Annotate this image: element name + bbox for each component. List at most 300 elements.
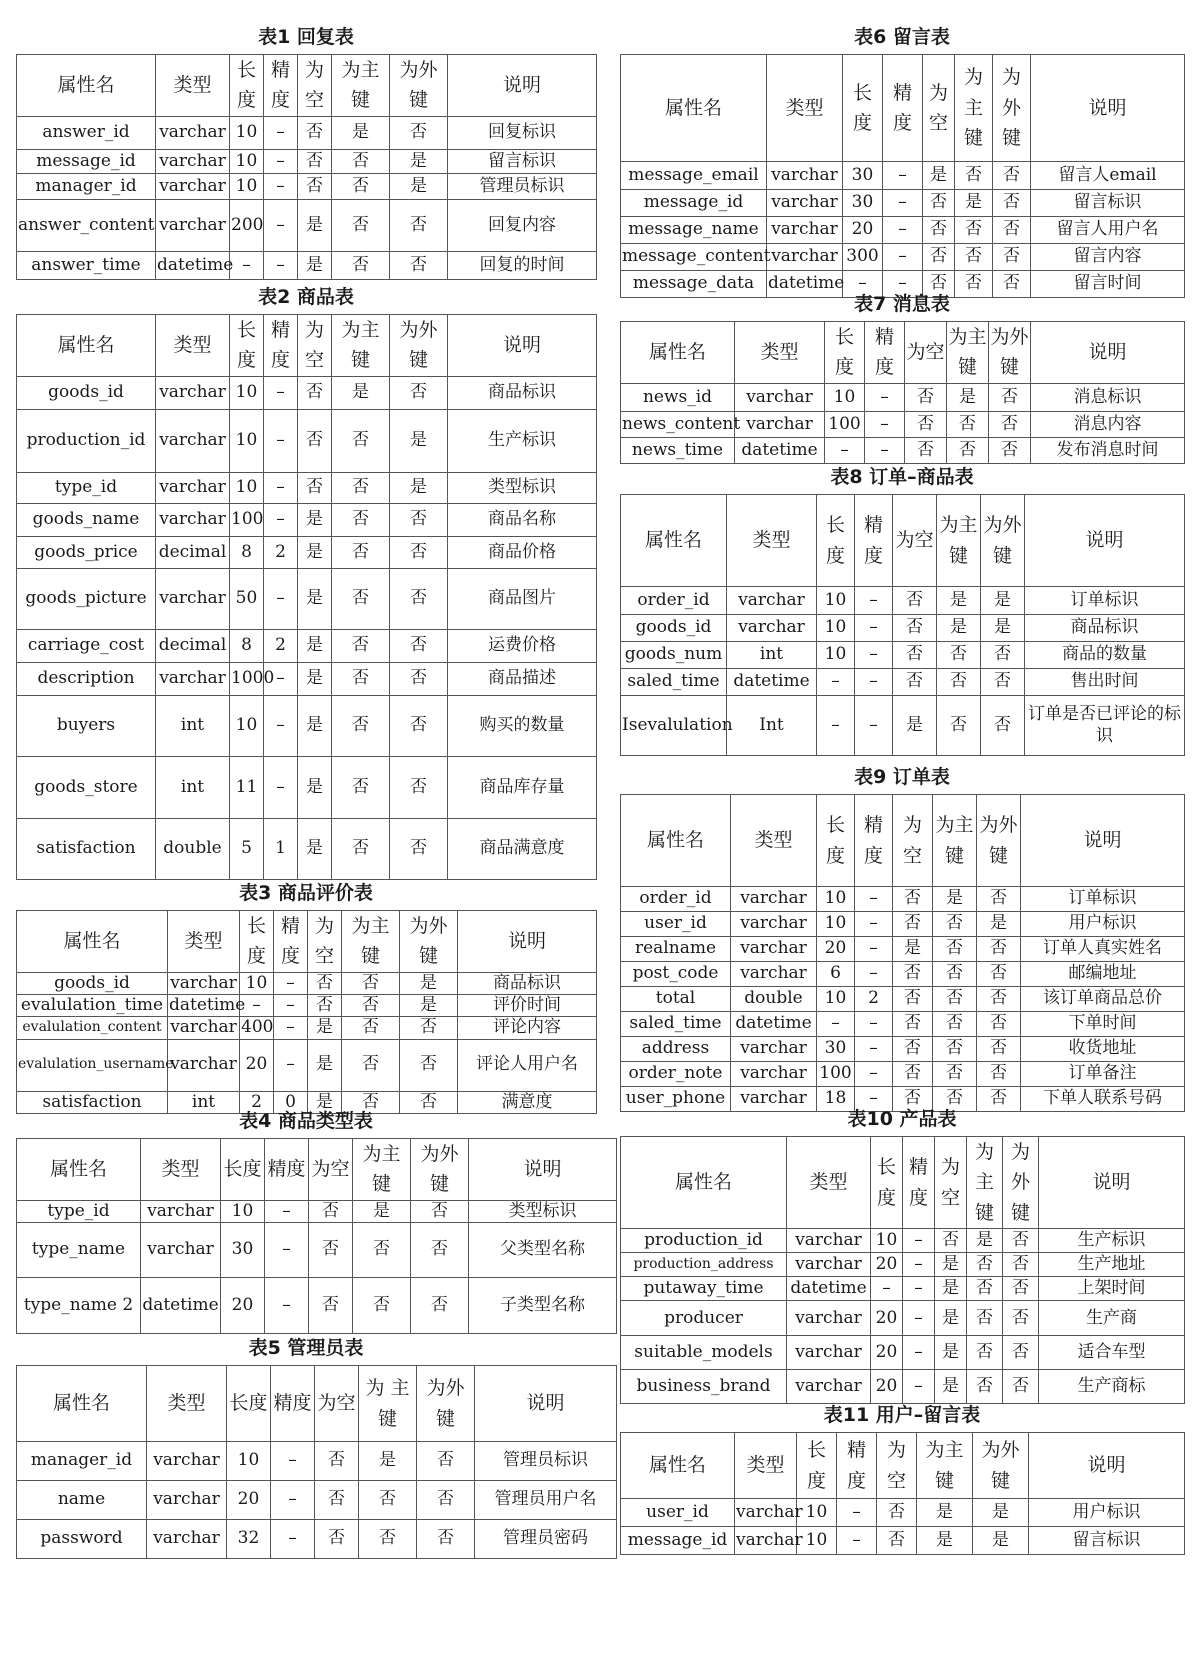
schema-table [620, 1432, 1185, 1555]
table-cell: – [855, 1037, 893, 1062]
column-header: 为外键 [973, 1433, 1029, 1499]
table-cell: 否 [417, 1520, 475, 1559]
table-cell: varchar [787, 1301, 871, 1336]
table-cell: decimal [156, 536, 230, 568]
column-header: 说明 [1031, 322, 1185, 384]
schema-table [16, 314, 597, 880]
column-header: 属性名 [621, 1137, 787, 1229]
table-cell: varchar [156, 409, 230, 472]
column-header: 说明 [1025, 495, 1185, 587]
table-cell: 20 [843, 217, 883, 244]
field-name-cell: evalulation_content [17, 1017, 168, 1039]
table-row [621, 642, 1185, 669]
table-cell: 10 [227, 1442, 271, 1481]
table-cell: 200 [230, 199, 264, 251]
table-cell: – [903, 1336, 935, 1370]
table-row [621, 696, 1185, 756]
field-name-cell: evalulation_username [17, 1039, 168, 1091]
column-header: 精度 [855, 495, 893, 587]
field-name-cell: saled_time [621, 669, 727, 696]
table-cell: 否 [893, 615, 937, 642]
field-name-cell: production_id [17, 409, 156, 472]
table-cell: 否 [981, 642, 1025, 669]
table-cell: 否 [981, 696, 1025, 756]
table-cell: 订单标识 [1021, 887, 1185, 912]
table-cell: 否 [390, 251, 448, 279]
table-cell: 否 [905, 411, 947, 437]
table-cell: 评论内容 [458, 1017, 597, 1039]
table-t3-block [16, 876, 596, 1114]
table-cell: 10 [240, 972, 274, 994]
column-header: 属性名 [621, 55, 767, 162]
table-cell: 否 [332, 662, 390, 695]
table-cell: 30 [843, 190, 883, 217]
table-cell: int [168, 1091, 240, 1113]
field-name-cell: type_name 2 [17, 1278, 141, 1334]
table-cell: 10 [221, 1200, 265, 1222]
table-cell: 否 [933, 1062, 977, 1087]
column-header: 类型 [141, 1139, 221, 1201]
table-cell: 否 [977, 1012, 1021, 1037]
field-name-cell: goods_name [17, 503, 156, 536]
table-cell: 否 [332, 756, 390, 818]
table-cell: 管理员标识 [475, 1442, 617, 1481]
table-row [17, 1017, 597, 1039]
table-cell: 否 [309, 1223, 353, 1278]
column-header: 说明 [448, 315, 597, 377]
table-cell: – [883, 271, 923, 298]
column-header: 精度 [855, 795, 893, 887]
table-cell: 10 [817, 642, 855, 669]
table-cell: – [855, 696, 893, 756]
table-cell: 20 [871, 1253, 903, 1277]
table-cell: 是 [937, 587, 981, 615]
table-cell: – [855, 962, 893, 987]
table-cell: 18 [817, 1087, 855, 1112]
schema-table [16, 54, 597, 280]
table-cell: 否 [977, 1062, 1021, 1087]
field-name-cell: saled_time [621, 1012, 731, 1037]
field-name-cell: total [621, 987, 731, 1012]
column-header: 类型 [168, 911, 240, 973]
table-cell: 是 [390, 472, 448, 503]
table-cell: 10 [797, 1527, 837, 1555]
table-cell: – [264, 173, 298, 199]
table-cell: 否 [298, 173, 332, 199]
table-t7-block [620, 287, 1184, 464]
table-cell: 0 [274, 1091, 308, 1113]
table-cell: 否 [332, 173, 390, 199]
header-row [621, 322, 1185, 384]
schema-table [16, 910, 597, 1114]
table-row [621, 162, 1185, 190]
column-header: 类型 [156, 315, 230, 377]
table-row [17, 1442, 617, 1481]
schema-table [620, 1136, 1185, 1404]
column-header: 类型 [727, 495, 817, 587]
table-cell: varchar [156, 662, 230, 695]
table-cell: varchar [727, 587, 817, 615]
table-cell: 否 [933, 962, 977, 987]
table-row [621, 411, 1185, 437]
field-name-cell: type_id [17, 1200, 141, 1222]
table-cell: 否 [308, 995, 342, 1017]
table-cell: 否 [893, 887, 933, 912]
table-cell: int [727, 642, 817, 669]
table-row [621, 190, 1185, 217]
table-cell: 否 [332, 199, 390, 251]
table-cell: 否 [353, 1278, 411, 1334]
table-cell: 100 [825, 411, 865, 437]
column-header: 为外键 [390, 55, 448, 117]
table-cell: 否 [1003, 1370, 1039, 1404]
table-cell: 生产商 [1039, 1301, 1185, 1336]
table-cell: 否 [353, 1223, 411, 1278]
table-row [621, 1062, 1185, 1087]
column-header: 长度 [843, 55, 883, 162]
table-cell: int [156, 756, 230, 818]
column-header: 属性名 [17, 315, 156, 377]
table-cell: 否 [390, 629, 448, 662]
table-cell: 是 [332, 116, 390, 149]
table-cell: 否 [977, 987, 1021, 1012]
column-header: 说明 [1039, 1137, 1185, 1229]
table-cell: 否 [937, 642, 981, 669]
table-cell: 是 [933, 887, 977, 912]
table-cell: 否 [400, 1039, 458, 1091]
column-header: 为主键 [332, 55, 390, 117]
table-cell: 否 [411, 1278, 469, 1334]
table-cell: 20 [871, 1370, 903, 1404]
table-cell: 否 [1003, 1229, 1039, 1253]
table-row [17, 503, 597, 536]
column-header: 精度 [903, 1137, 935, 1229]
column-header: 类型 [731, 795, 817, 887]
table-cell: 上架时间 [1039, 1277, 1185, 1301]
table-cell: – [865, 383, 905, 411]
header-row [17, 1139, 617, 1201]
column-header: 长度 [817, 495, 855, 587]
table-cell: – [264, 568, 298, 629]
column-header: 说明 [448, 55, 597, 117]
column-header: 类型 [735, 1433, 797, 1499]
table-cell: varchar [156, 149, 230, 173]
table-cell: 否 [967, 1301, 1003, 1336]
table-cell: 发布消息时间 [1031, 437, 1185, 463]
table-cell: 商品名称 [448, 503, 597, 536]
table-cell: 是 [973, 1527, 1029, 1555]
column-header: 为主键 [967, 1137, 1003, 1229]
table-cell: 邮编地址 [1021, 962, 1185, 987]
column-header: 精度 [264, 55, 298, 117]
field-name-cell: description [17, 662, 156, 695]
table-cell: 否 [947, 437, 989, 463]
table-cell: 商品标识 [458, 972, 597, 994]
table-cell: 否 [390, 376, 448, 409]
column-header: 为空 [877, 1433, 917, 1499]
table-cell: 否 [342, 1091, 400, 1113]
column-header: 说明 [1021, 795, 1185, 887]
column-header: 精度 [274, 911, 308, 973]
field-name-cell: type_name [17, 1223, 141, 1278]
table-cell: 商品标识 [448, 376, 597, 409]
field-name-cell: answer_time [17, 251, 156, 279]
table-cell: 否 [989, 411, 1031, 437]
field-name-cell: user_id [621, 1499, 735, 1527]
table-title: 表6 留言表 [854, 26, 950, 48]
table-cell: 留言人email [1031, 162, 1185, 190]
column-header: 为主键 [353, 1139, 411, 1201]
table-row [17, 199, 597, 251]
field-name-cell: message_email [621, 162, 767, 190]
table-cell: 否 [390, 199, 448, 251]
table-cell: 10 [817, 987, 855, 1012]
table-title: 表2 商品表 [258, 286, 354, 308]
table-cell: 消息标识 [1031, 383, 1185, 411]
table-cell: varchar [735, 1527, 797, 1555]
field-name-cell: order_id [621, 587, 727, 615]
table-row [621, 615, 1185, 642]
table-cell: 否 [332, 149, 390, 173]
table-cell: – [855, 1012, 893, 1037]
table-cell: 否 [309, 1200, 353, 1222]
table-cell: 8 [230, 629, 264, 662]
table-cell: 是 [298, 662, 332, 695]
table-cell: 商品库存量 [448, 756, 597, 818]
table-cell: 否 [390, 116, 448, 149]
table-cell: 是 [298, 199, 332, 251]
table-cell: 是 [967, 1229, 1003, 1253]
field-name-cell: production_id [621, 1229, 787, 1253]
table-title: 表9 订单表 [854, 766, 950, 788]
table-cell: 否 [993, 244, 1031, 271]
field-name-cell: name [17, 1481, 147, 1520]
table-cell: 是 [308, 1039, 342, 1091]
table-cell: 生产地址 [1039, 1253, 1185, 1277]
table-cell: – [903, 1301, 935, 1336]
table-cell: – [264, 472, 298, 503]
table-cell: 否 [993, 217, 1031, 244]
header-row [17, 911, 597, 973]
table-cell: 否 [955, 217, 993, 244]
table-cell: 否 [935, 1229, 967, 1253]
table-cell: 是 [390, 149, 448, 173]
table-row [621, 1527, 1185, 1555]
field-name-cell: password [17, 1520, 147, 1559]
table-cell: 是 [923, 162, 955, 190]
column-header: 精度 [883, 55, 923, 162]
table-cell: varchar [156, 472, 230, 503]
table-cell: 否 [893, 987, 933, 1012]
column-header: 为空 [315, 1366, 359, 1442]
table-cell: 否 [332, 409, 390, 472]
table-cell: 否 [933, 937, 977, 962]
schema-table [620, 794, 1185, 1112]
table-cell: – [817, 696, 855, 756]
column-header: 为空 [298, 315, 332, 377]
table-cell: 消息内容 [1031, 411, 1185, 437]
table-cell: 8 [230, 536, 264, 568]
table-cell: 否 [1003, 1253, 1039, 1277]
table-cell: – [265, 1278, 309, 1334]
table-row [621, 1229, 1185, 1253]
header-row [17, 55, 597, 117]
table-cell: varchar [767, 162, 843, 190]
table-cell: varchar [731, 1062, 817, 1087]
table-cell: 否 [417, 1481, 475, 1520]
field-name-cell: manager_id [17, 173, 156, 199]
table-title: 表10 产品表 [847, 1108, 957, 1130]
table-cell: datetime [735, 437, 825, 463]
table-cell: varchar [168, 972, 240, 994]
table-cell: – [855, 1087, 893, 1112]
column-header: 长度 [240, 911, 274, 973]
table-cell: 否 [937, 669, 981, 696]
table-cell: varchar [735, 383, 825, 411]
table-cell: 否 [308, 972, 342, 994]
table-cell: 是 [298, 629, 332, 662]
table-cell: 1 [264, 818, 298, 879]
table-cell: 否 [967, 1336, 1003, 1370]
schema-table [620, 54, 1185, 298]
table-row [621, 1301, 1185, 1336]
table-cell: varchar [147, 1481, 227, 1520]
table-cell: datetime [787, 1277, 871, 1301]
table-cell: 30 [843, 162, 883, 190]
table-cell: 否 [977, 887, 1021, 912]
field-name-cell: goods_id [17, 376, 156, 409]
table-cell: 生产标识 [1039, 1229, 1185, 1253]
table-cell: 否 [893, 587, 937, 615]
column-header: 说明 [1029, 1433, 1185, 1499]
table-cell: varchar [731, 912, 817, 937]
table-cell: 是 [935, 1336, 967, 1370]
column-header: 长度 [230, 315, 264, 377]
table-cell: – [855, 912, 893, 937]
table-cell: 订单备注 [1021, 1062, 1185, 1087]
table-cell: – [274, 1039, 308, 1091]
column-header: 为主键 [947, 322, 989, 384]
table-row [17, 173, 597, 199]
table-cell: 父类型名称 [469, 1223, 617, 1278]
column-header: 类型 [735, 322, 825, 384]
table-cell: 是 [400, 995, 458, 1017]
table-cell: 售出时间 [1025, 669, 1185, 696]
table-row [621, 669, 1185, 696]
table-cell: 下单时间 [1021, 1012, 1185, 1037]
table-cell: – [865, 437, 905, 463]
table-cell: 否 [993, 162, 1031, 190]
table-cell: varchar [156, 116, 230, 149]
table-cell: 否 [342, 1017, 400, 1039]
table-cell: 2 [240, 1091, 274, 1113]
table-cell: 留言内容 [1031, 244, 1185, 271]
table-cell: 否 [342, 995, 400, 1017]
table-cell: 留言标识 [448, 149, 597, 173]
table-cell: 否 [332, 251, 390, 279]
column-header: 为外键 [981, 495, 1025, 587]
table-cell: varchar [156, 376, 230, 409]
table-cell: 是 [893, 696, 937, 756]
column-header: 为空 [935, 1137, 967, 1229]
table-row [17, 756, 597, 818]
table-cell: 否 [947, 411, 989, 437]
table-cell: 2 [855, 987, 893, 1012]
field-name-cell: satisfaction [17, 1091, 168, 1113]
table-cell: varchar [767, 217, 843, 244]
table-cell: 50 [230, 568, 264, 629]
column-header: 为外键 [977, 795, 1021, 887]
table-row [17, 1278, 617, 1334]
table-t11-block [620, 1398, 1184, 1555]
table-cell: 100 [817, 1062, 855, 1087]
table-row [621, 1277, 1185, 1301]
table-cell: – [271, 1442, 315, 1481]
table-cell: 是 [400, 972, 458, 994]
table-cell: 否 [893, 1012, 933, 1037]
table-row [17, 1039, 597, 1091]
table-row [17, 149, 597, 173]
table-cell: 回复内容 [448, 199, 597, 251]
table-row [17, 568, 597, 629]
table-title: 表7 消息表 [854, 293, 950, 315]
table-cell: – [274, 972, 308, 994]
table-cell: 回复标识 [448, 116, 597, 149]
table-cell: varchar [731, 1037, 817, 1062]
table-t8-block [620, 460, 1184, 756]
field-name-cell: producer [621, 1301, 787, 1336]
table-cell: 否 [933, 1012, 977, 1037]
column-header: 为 主键 [359, 1366, 417, 1442]
table-t9-block [620, 760, 1184, 1112]
column-header: 为空 [308, 911, 342, 973]
table-cell: 是 [298, 818, 332, 879]
table-cell: 2 [264, 536, 298, 568]
table-cell: 管理员用户名 [475, 1481, 617, 1520]
table-cell: 否 [923, 244, 955, 271]
table-cell: – [903, 1253, 935, 1277]
table-cell: – [264, 149, 298, 173]
column-header: 为空 [893, 795, 933, 887]
table-cell: 否 [390, 568, 448, 629]
table-cell: 商品的数量 [1025, 642, 1185, 669]
field-name-cell: message_id [621, 1527, 735, 1555]
table-cell: – [883, 162, 923, 190]
field-name-cell: message_name [621, 217, 767, 244]
column-header: 说明 [1031, 55, 1185, 162]
field-name-cell: news_id [621, 383, 735, 411]
field-name-cell: message_id [17, 149, 156, 173]
field-name-cell: order_note [621, 1062, 731, 1087]
table-row [621, 244, 1185, 271]
table-cell: varchar [156, 199, 230, 251]
table-cell: 是 [935, 1370, 967, 1404]
table-cell: 10 [825, 383, 865, 411]
table-cell: – [865, 411, 905, 437]
table-cell: 留言人用户名 [1031, 217, 1185, 244]
table-cell: 否 [923, 217, 955, 244]
table-cell: 否 [342, 1039, 400, 1091]
table-t6-block [620, 20, 1184, 298]
table-cell: 否 [977, 1087, 1021, 1112]
table-cell: decimal [156, 629, 230, 662]
table-cell: – [264, 199, 298, 251]
table-cell: varchar [787, 1253, 871, 1277]
table-cell: varchar [787, 1229, 871, 1253]
table-cell: 10 [797, 1499, 837, 1527]
table-cell: 否 [332, 695, 390, 756]
table-cell: 否 [993, 271, 1031, 298]
